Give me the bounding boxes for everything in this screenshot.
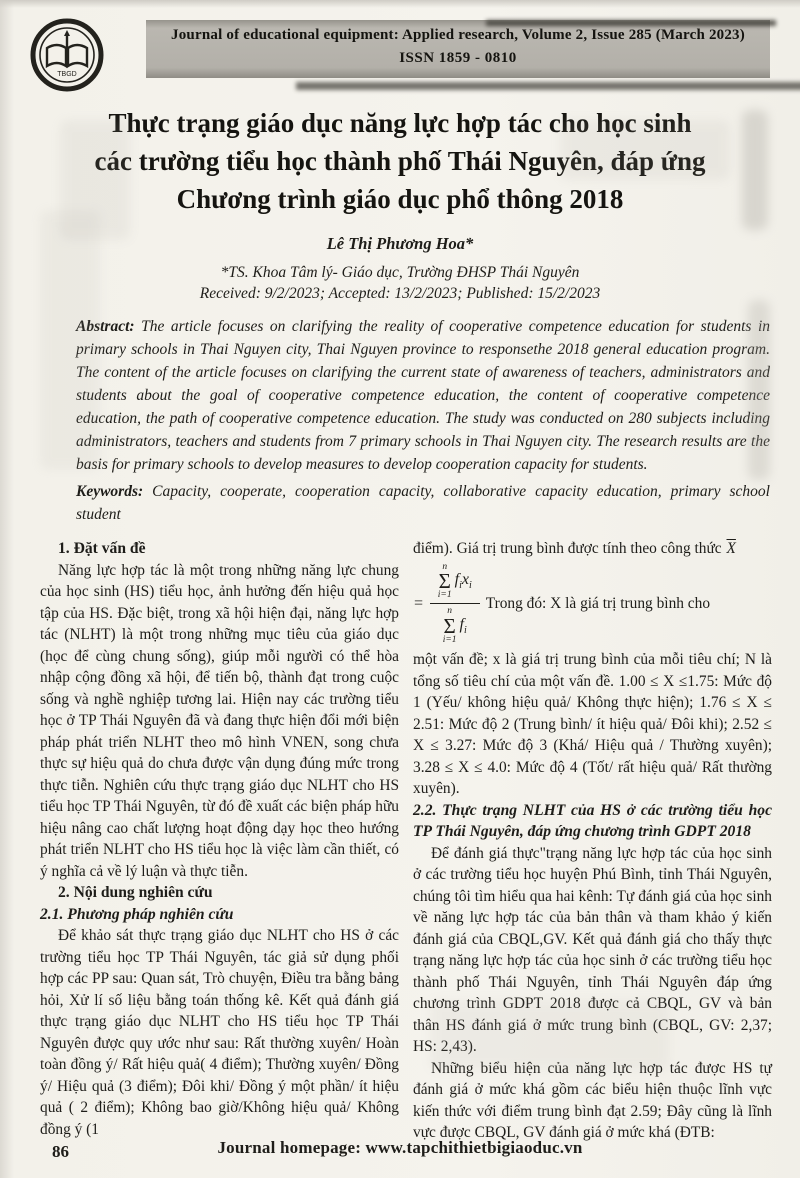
- numerator-terms: $f_ix_i$: [454, 570, 472, 592]
- levels-paragraph: một vấn đề; x là giá trị trung bình của mỗi tiêu chí; N là tổng số tiêu chí của một vấn đề. 1.00 ≤ X ≤1.75: Mức độ 1 (Yếu/ không hiệu quả/ Không thực hiện); 1.76 ≤ X ≤ 2.51: Mức độ 2 (Trung bình/ ít hiệu quả/ Đôi khi); 2.52 ≤ X ≤ 3.27: Mức độ 3 (Khá/ Hiệu quả / Thường xuyên); 3.28 ≤ X ≤ 4.0: Mức độ 4 (Tốt/ rất hiệu quả/ Rất thường xuyên).: [413, 651, 772, 798]
- journal-issn-line: ISSN 1859 - 0810: [399, 50, 517, 66]
- sum-symbol: n Σ i=1: [442, 606, 457, 645]
- abstract-label: Abstract:: [76, 318, 135, 335]
- keywords-label: Keywords:: [76, 483, 144, 500]
- formula-explanation: Trong đó: X là giá trị trung bình cho: [485, 595, 711, 613]
- page-footer: [0, 1138, 800, 1161]
- article-history: Received: 9/2/2023; Accepted: 13/2/2023; Published: 15/2/2023: [199, 285, 601, 302]
- page-number: 86: [52, 1142, 69, 1161]
- article-title: [40, 104, 760, 218]
- article-title-line1: Thực trạng giáo dục năng lực hợp tác cho học sinh: [108, 108, 692, 138]
- sum-symbol: n Σ i=1: [437, 561, 452, 600]
- keywords-paragraph: [76, 480, 770, 526]
- scan-edge: [0, 0, 800, 8]
- section-2-2-paragraph-2: Những biểu hiện của năng lực hợp tác được HS tự đánh giá ở mức khá gồm các biểu hiện thuộc lĩnh vực kiến thức với điểm trung bình đạt 2.59; Đây cũng là lĩnh vực được CBQL, GV đánh giá ở mức khá (ĐTB:: [413, 1059, 772, 1142]
- article-title-line3: Chương trình giáo dục phổ thông 2018: [176, 184, 624, 214]
- journal-homepage: Journal homepage: www.tapchithietbigiaoduc.vn: [217, 1138, 583, 1157]
- section-2-heading: 2. Nội dung nghiên cứu: [58, 884, 213, 901]
- formula-fraction: [430, 563, 480, 646]
- formula-numerator: [430, 563, 480, 605]
- equals-sign: =: [413, 595, 424, 613]
- body-columns: [0, 526, 800, 1144]
- article-title-line2: các trường tiểu học thành phố Thái Nguyên, đáp ứng: [94, 146, 706, 176]
- abstract-text: The article focuses on clarifying the reality of cooperative competence education for students in primary schools in Thai Nguyen city, Thai Nguyen province to responsethe 2018 general education program. The content of the article focuses on clarifying the current state of awareness of teachers, administrators and students about the goal of cooperative competence education, the content of cooperative competence education, the path of cooperative competence education. The study was conducted on 280 subjects including administrators, teachers and students from 7 primary schools in Thai Nguyen city. The research results are the basis for primary schools to develop measures to develop cooperation capacity for students.: [76, 318, 771, 473]
- section-2-2-heading: 2.2. Thực trạng NLHT của HS ở các trường tiểu học TP Thái Nguyên, đáp ứng chương trình GDPT 2018: [413, 801, 772, 841]
- right-column: [413, 538, 772, 1144]
- journal-logo-icon: [30, 18, 104, 92]
- scan-smudge: [486, 20, 776, 26]
- mean-formula-intro: điểm). Giá trị trung bình được tính theo công thức $\overline{X}$: [413, 540, 736, 557]
- logo-caption: TBGD: [57, 71, 77, 78]
- author-affiliation: *TS. Khoa Tâm lý- Giáo dục, Trường ĐHSP Thái Nguyên: [220, 264, 580, 281]
- section-2-1-paragraph: Để khảo sát thực trạng giáo dục NLHT cho HS ở các trường tiểu học TP Thái Nguyên, tác giả sử dụng phối hợp các PP sau: Quan sát, Trò chuyện, Điều tra bằng bảng hỏi, Xử lí số liệu bằng toán thống kê. Kết quả đánh giá thực trạng giáo dục NLHT cho HS tiểu học TP Thái Nguyên được quy ước như sau: Rất thường xuyên/ Hoàn toàn đồng ý/ Rất hiệu quả( 4 điểm); Thường xuyên/ Đồng ý/ Hiệu quả (3 điểm); Đôi khi/ Đồng ý một phần/ ít hiệu quả ( 2 điểm); Không bao giờ/Không hiệu quả/ Không đồng ý (1: [40, 927, 399, 1138]
- denominator-terms: $f_i$: [459, 615, 467, 636]
- formula-denominator: [435, 604, 475, 645]
- section-2-1-heading: 2.1. Phương pháp nghiên cứu: [40, 905, 234, 923]
- scan-smudge: [296, 82, 800, 90]
- x-bar-symbol: $\overline{X}$: [726, 540, 736, 557]
- keywords-text: Capacity, cooperate, cooperation capacity, collaborative capacity education, primary school student: [76, 483, 770, 523]
- mean-formula: [413, 563, 772, 646]
- left-column: [40, 538, 399, 1144]
- author-name: Lê Thị Phương Hoa*: [326, 234, 474, 253]
- section-1-heading: 1. Đặt vấn đề: [58, 540, 146, 557]
- section-2-2-paragraph-1: Để đánh giá thực"trạng năng lực hợp tác của học sinh ở các trường tiểu học huyện Phú Bình, tỉnh Thái Nguyên, chúng tôi tìm hiểu qua hai kênh: Tự đánh giá của học sinh về năng lực hợp tác của bản thân và tham khảo ý kiến đánh giá của CBQL,GV. Kết quả đánh giá cho thấy thực trạng năng lực hợp tác của học sinh ở các trường tiểu học thành phố Thái Nguyên, tỉnh Thái Nguyên đáp ứng chương trình GDPT 2018 được cả CBQL, GV và bản thân HS đánh giá ở mức trung bình (CBQL, GV: 2,37; HS: 2,43).: [413, 844, 772, 1056]
- journal-title-line: Journal of educational equipment: Applied research, Volume 2, Issue 285 (March 2023): [171, 27, 745, 43]
- abstract-paragraph: [76, 315, 770, 476]
- page-header: [0, 16, 800, 96]
- journal-banner: [146, 20, 770, 78]
- section-1-paragraph: Năng lực hợp tác là một trong những năng lực chung của học sinh (HS) tiểu học, ảnh hưởng đến hiệu quả học tập của HS. Đặc biệt, trong xã hội hiện đại, năng lực hợp tác (NLHT) là một trong những mục tiêu của giáo dục (học để cùng chung sống), giúp mỗi người có thể hòa nhập cộng đồng xã hội, để tiến bộ, thành đạt trong cuộc sống và nghề nghiệp tương lai. Hiện nay các trường tiểu học ở TP Thái Nguyên đã và đang thực hiện đổi mới biện pháp phát triển NLHT theo mô hình VNEN, song chưa thực sự hiệu quả do chưa được vận dụng đúng mức trong thực tiễn. Nghiên cứu thực trạng giáo dục NLHT cho HS tiểu học TP Thái Nguyên, từ đó đề xuất các biện pháp hữu hiệu nâng cao chất lượng hoạt động dạy học theo hướng phát triển NLHT cho HS tiểu học là việc làm cần thiết, có ý nghĩa cả về lý luận và thực tiễn.: [40, 561, 399, 880]
